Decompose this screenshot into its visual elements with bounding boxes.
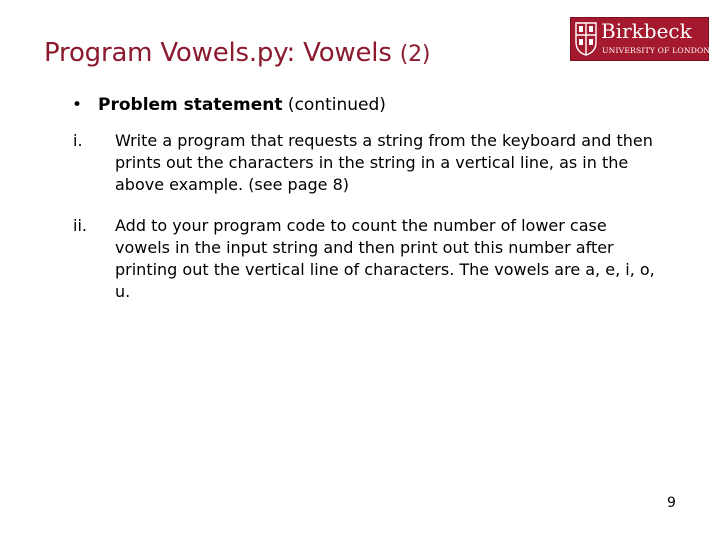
list-item-text: Add to your program code to count the number of lower case vowels in the input string and then print out this number after printing out the vertical line of characters. The vowels are a, e, i, o, u.: [115, 216, 655, 301]
birkbeck-logo: [570, 17, 709, 61]
logo-wordmark: Birkbeck: [601, 19, 692, 43]
slide-title: [44, 38, 430, 68]
slide-title-suffix: (2): [399, 42, 431, 67]
bullet-marker: •: [72, 95, 83, 115]
page-number: 9: [667, 495, 676, 511]
crest-shield-icon: [575, 22, 597, 56]
list-item-number: ii.: [73, 216, 87, 235]
bullet-problem-statement: [72, 95, 386, 115]
bullet-suffix: (continued): [282, 95, 386, 115]
logo-subline: UNIVERSITY OF LONDON: [602, 46, 711, 55]
bullet-heading: Problem statement: [98, 95, 283, 115]
slide-title-main: Program Vowels.py: Vowels: [44, 38, 392, 68]
list-item-number: i.: [73, 131, 83, 150]
list-item-text: Write a program that requests a string from the keyboard and then prints out the characters in the string in a vertical line, as in the above example. (see page 8): [115, 131, 653, 194]
